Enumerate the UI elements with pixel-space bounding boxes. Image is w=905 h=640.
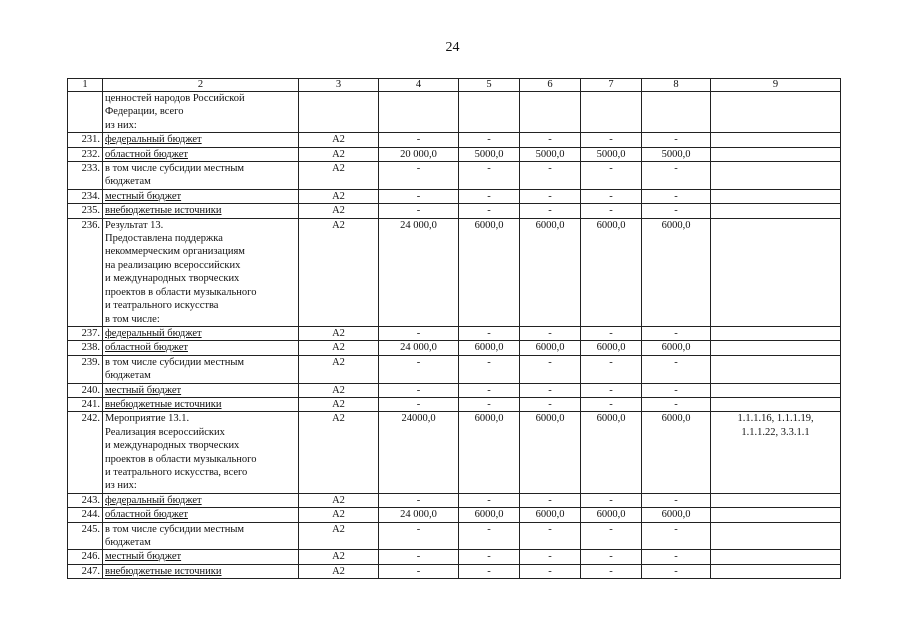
row-link-cell: 1.1.1.16, 1.1.1.19, 1.1.1.22, 3.3.1.1 — [711, 412, 841, 493]
row-year-cell: 6000,0 — [581, 341, 642, 355]
row-year-cell: 6000,0 — [459, 218, 520, 326]
table-row — [68, 218, 841, 326]
row-total-cell: - — [379, 564, 459, 578]
row-name-cell: Мероприятие 13.1. Реализация всероссийских и международных творческих проектов в области музыкального и театрального искусства, всего из них: — [103, 412, 299, 493]
row-year-cell: 6000,0 — [520, 218, 581, 326]
row-number-cell: 243. — [68, 493, 103, 507]
row-number-cell: 231. — [68, 133, 103, 147]
row-name-cell: в том числе субсидии местным бюджетам — [103, 355, 299, 383]
row-year-cell: - — [459, 564, 520, 578]
row-year-cell: - — [642, 133, 711, 147]
row-year-cell: - — [459, 383, 520, 397]
row-total-cell: - — [379, 397, 459, 411]
table-row — [68, 326, 841, 340]
row-year-cell — [520, 92, 581, 133]
row-link-cell — [711, 341, 841, 355]
row-year-cell: - — [520, 493, 581, 507]
row-year-cell: - — [520, 397, 581, 411]
table-row — [68, 550, 841, 564]
row-link-cell — [711, 92, 841, 133]
row-link-cell — [711, 493, 841, 507]
row-year-cell: - — [520, 383, 581, 397]
row-year-cell: 5000,0 — [520, 147, 581, 161]
row-number-cell: 238. — [68, 341, 103, 355]
table-row — [68, 522, 841, 550]
row-total-cell: - — [379, 133, 459, 147]
row-link-cell — [711, 383, 841, 397]
row-number-cell: 235. — [68, 204, 103, 218]
row-year-cell: - — [642, 204, 711, 218]
table-row — [68, 147, 841, 161]
row-total-cell — [379, 92, 459, 133]
row-year-cell: - — [581, 189, 642, 203]
page-number: 24 — [445, 40, 460, 55]
budget-table — [67, 78, 841, 579]
row-link-cell — [711, 133, 841, 147]
row-year-cell: - — [459, 326, 520, 340]
row-year-cell: 6000,0 — [642, 218, 711, 326]
table-row — [68, 204, 841, 218]
row-number-cell: 247. — [68, 564, 103, 578]
row-number-cell: 240. — [68, 383, 103, 397]
row-link-cell — [711, 508, 841, 522]
row-year-cell: 6000,0 — [459, 508, 520, 522]
row-year-cell: - — [459, 522, 520, 550]
row-number-cell: 245. — [68, 522, 103, 550]
row-number-cell: 246. — [68, 550, 103, 564]
row-link-cell — [711, 189, 841, 203]
table-body — [68, 79, 841, 579]
row-number-cell: 234. — [68, 189, 103, 203]
row-link-cell — [711, 397, 841, 411]
table-row — [68, 397, 841, 411]
header-cell: 8 — [642, 79, 711, 92]
row-year-cell: - — [520, 326, 581, 340]
row-code-cell: А2 — [299, 326, 379, 340]
row-year-cell: - — [520, 355, 581, 383]
row-name-cell: местный бюджет — [103, 189, 299, 203]
row-name-cell: федеральный бюджет — [103, 326, 299, 340]
row-year-cell: 6000,0 — [642, 412, 711, 493]
row-code-cell: А2 — [299, 493, 379, 507]
row-name-cell: областной бюджет — [103, 508, 299, 522]
row-number-cell: 237. — [68, 326, 103, 340]
row-code-cell: А2 — [299, 522, 379, 550]
row-year-cell: - — [581, 355, 642, 383]
row-name-cell: областной бюджет — [103, 341, 299, 355]
row-number-cell: 241. — [68, 397, 103, 411]
row-year-cell: 6000,0 — [459, 341, 520, 355]
row-link-cell — [711, 355, 841, 383]
row-total-cell: - — [379, 189, 459, 203]
row-link-cell — [711, 147, 841, 161]
row-year-cell: - — [459, 189, 520, 203]
row-year-cell — [581, 92, 642, 133]
row-year-cell: 6000,0 — [642, 508, 711, 522]
table-row — [68, 564, 841, 578]
row-year-cell: - — [520, 550, 581, 564]
row-year-cell: - — [642, 189, 711, 203]
row-name-cell: местный бюджет — [103, 550, 299, 564]
row-year-cell: 6000,0 — [459, 412, 520, 493]
row-year-cell: - — [520, 189, 581, 203]
row-year-cell: 5000,0 — [581, 147, 642, 161]
row-total-cell: - — [379, 493, 459, 507]
row-link-cell — [711, 326, 841, 340]
row-year-cell: - — [581, 522, 642, 550]
row-year-cell: - — [459, 133, 520, 147]
row-code-cell: А2 — [299, 133, 379, 147]
row-year-cell: 6000,0 — [520, 508, 581, 522]
row-year-cell: - — [581, 326, 642, 340]
row-link-cell — [711, 550, 841, 564]
row-name-cell: федеральный бюджет — [103, 493, 299, 507]
row-total-cell: - — [379, 162, 459, 190]
row-link-cell — [711, 522, 841, 550]
row-code-cell: А2 — [299, 218, 379, 326]
row-total-cell: 20 000,0 — [379, 147, 459, 161]
row-year-cell: - — [642, 397, 711, 411]
row-name-cell: внебюджетные источники — [103, 204, 299, 218]
row-total-cell: 24 000,0 — [379, 218, 459, 326]
header-cell: 4 — [379, 79, 459, 92]
row-year-cell: 6000,0 — [642, 341, 711, 355]
row-number-cell: 244. — [68, 508, 103, 522]
row-number-cell — [68, 92, 103, 133]
row-total-cell: - — [379, 550, 459, 564]
row-name-cell: местный бюджет — [103, 383, 299, 397]
row-code-cell: А2 — [299, 189, 379, 203]
row-number-cell: 232. — [68, 147, 103, 161]
row-year-cell — [642, 92, 711, 133]
row-year-cell: - — [581, 162, 642, 190]
row-code-cell: А2 — [299, 412, 379, 493]
row-year-cell: 6000,0 — [581, 508, 642, 522]
row-year-cell: - — [581, 133, 642, 147]
row-total-cell: - — [379, 522, 459, 550]
row-link-cell — [711, 218, 841, 326]
row-year-cell: 5000,0 — [642, 147, 711, 161]
row-year-cell: - — [581, 564, 642, 578]
row-year-cell: - — [459, 162, 520, 190]
row-number-cell: 242. — [68, 412, 103, 493]
header-cell: 7 — [581, 79, 642, 92]
row-name-cell: внебюджетные источники — [103, 397, 299, 411]
table-header-row — [68, 79, 841, 92]
row-number-cell: 239. — [68, 355, 103, 383]
row-code-cell: А2 — [299, 355, 379, 383]
table-row — [68, 355, 841, 383]
row-link-cell — [711, 564, 841, 578]
row-number-cell: 233. — [68, 162, 103, 190]
row-year-cell: 6000,0 — [520, 341, 581, 355]
row-total-cell: 24 000,0 — [379, 341, 459, 355]
header-cell: 9 — [711, 79, 841, 92]
row-year-cell: 6000,0 — [581, 218, 642, 326]
row-year-cell: - — [642, 355, 711, 383]
table-row — [68, 493, 841, 507]
row-year-cell: - — [459, 550, 520, 564]
row-year-cell: - — [520, 133, 581, 147]
row-year-cell: - — [581, 383, 642, 397]
table-row — [68, 162, 841, 190]
row-name-cell: в том числе субсидии местным бюджетам — [103, 522, 299, 550]
row-name-cell: внебюджетные источники — [103, 564, 299, 578]
row-total-cell: 24 000,0 — [379, 508, 459, 522]
row-code-cell: А2 — [299, 397, 379, 411]
row-total-cell: - — [379, 355, 459, 383]
row-year-cell: 5000,0 — [459, 147, 520, 161]
table-row — [68, 383, 841, 397]
row-year-cell: - — [459, 397, 520, 411]
row-link-cell — [711, 204, 841, 218]
row-total-cell: - — [379, 383, 459, 397]
row-year-cell: - — [581, 204, 642, 218]
row-year-cell: - — [520, 522, 581, 550]
table-row — [68, 341, 841, 355]
table-row — [68, 92, 841, 133]
header-cell: 5 — [459, 79, 520, 92]
row-code-cell: А2 — [299, 550, 379, 564]
row-name-cell: Результат 13. Предоставлена поддержка некоммерческим организациям на реализацию всероссийских и международных творческих проектов в области музыкального и театрального искусства в том числе: — [103, 218, 299, 326]
row-year-cell: - — [642, 493, 711, 507]
row-name-cell: ценностей народов Российской Федерации, всего из них: — [103, 92, 299, 133]
table-row — [68, 508, 841, 522]
row-year-cell — [459, 92, 520, 133]
row-code-cell: А2 — [299, 508, 379, 522]
row-year-cell: 6000,0 — [520, 412, 581, 493]
row-year-cell: - — [642, 162, 711, 190]
row-year-cell: - — [581, 493, 642, 507]
header-cell: 6 — [520, 79, 581, 92]
header-cell: 3 — [299, 79, 379, 92]
row-year-cell: - — [642, 383, 711, 397]
row-code-cell: А2 — [299, 162, 379, 190]
row-year-cell: - — [520, 204, 581, 218]
table-row — [68, 133, 841, 147]
row-link-cell — [711, 162, 841, 190]
row-year-cell: 6000,0 — [581, 412, 642, 493]
table-row — [68, 412, 841, 493]
row-total-cell: 24000,0 — [379, 412, 459, 493]
row-year-cell: - — [642, 550, 711, 564]
row-year-cell: - — [581, 550, 642, 564]
row-total-cell: - — [379, 204, 459, 218]
row-year-cell: - — [642, 522, 711, 550]
row-code-cell — [299, 92, 379, 133]
row-code-cell: А2 — [299, 341, 379, 355]
row-year-cell: - — [459, 355, 520, 383]
row-code-cell: А2 — [299, 147, 379, 161]
row-year-cell: - — [581, 397, 642, 411]
row-year-cell: - — [520, 564, 581, 578]
row-code-cell: А2 — [299, 383, 379, 397]
row-name-cell: в том числе субсидии местным бюджетам — [103, 162, 299, 190]
table-row — [68, 189, 841, 203]
row-name-cell: федеральный бюджет — [103, 133, 299, 147]
header-cell: 2 — [103, 79, 299, 92]
row-code-cell: А2 — [299, 204, 379, 218]
row-name-cell: областной бюджет — [103, 147, 299, 161]
row-year-cell: - — [642, 564, 711, 578]
row-total-cell: - — [379, 326, 459, 340]
header-cell: 1 — [68, 79, 103, 92]
row-number-cell: 236. — [68, 218, 103, 326]
row-year-cell: - — [520, 162, 581, 190]
row-year-cell: - — [642, 326, 711, 340]
row-year-cell: - — [459, 204, 520, 218]
row-year-cell: - — [459, 493, 520, 507]
row-code-cell: А2 — [299, 564, 379, 578]
